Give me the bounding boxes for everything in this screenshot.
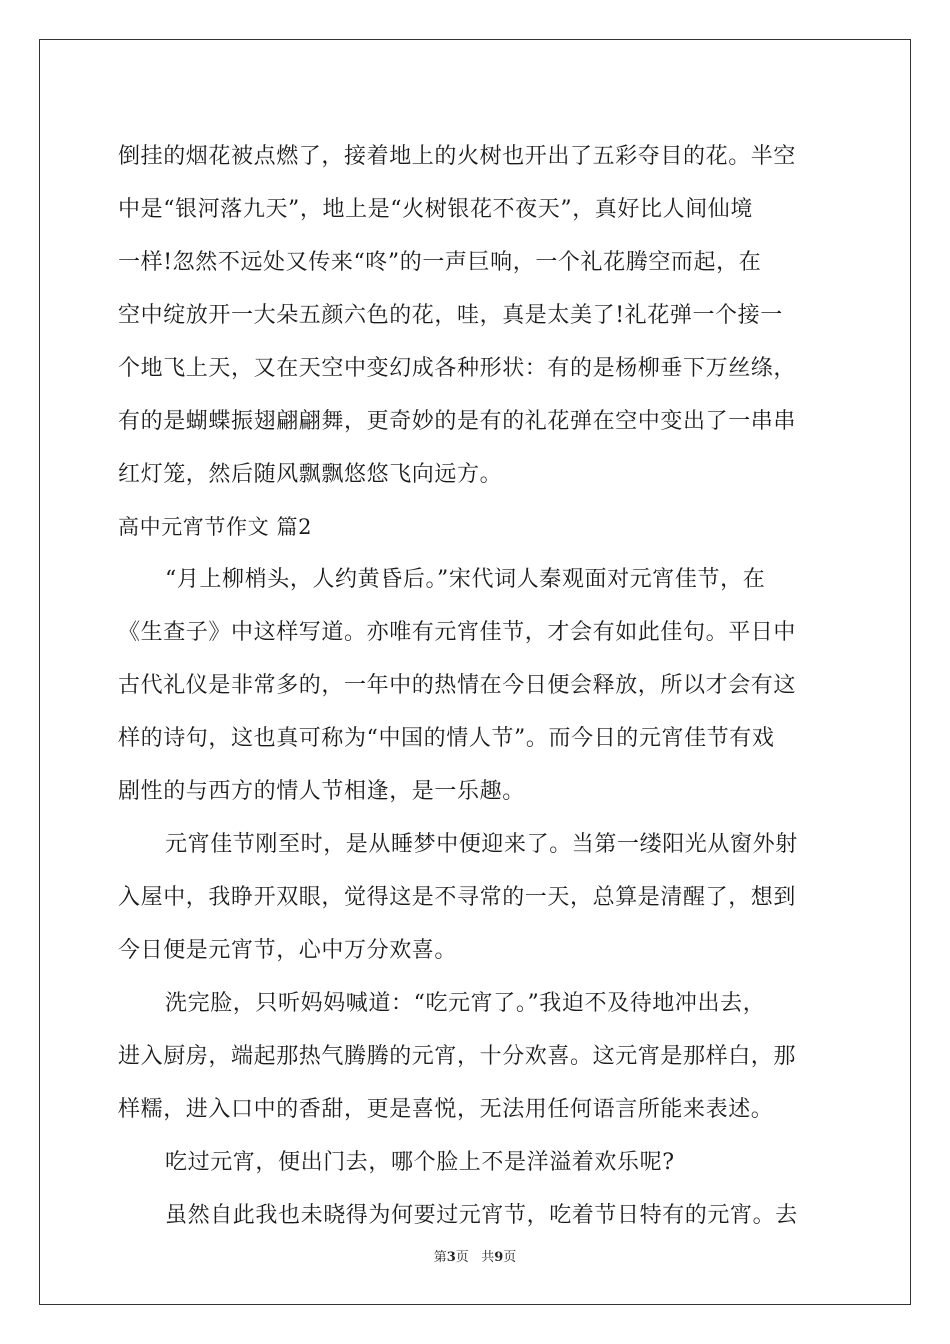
text-line: 一样!忽然不远处又传来“咚”的一声巨响，一个礼花腾空而起，在 (118, 250, 762, 275)
text-line: 样的诗句，这也真可称为“中国的情人节”。而今日的元宵佳节有戏 (118, 726, 775, 751)
footer-total-suffix: 页 (503, 1250, 517, 1265)
text-line: 有的是蝴蝶振翅翩翩舞，更奇妙的是有的礼花弹在空中变出了一串串 (118, 409, 797, 434)
text-line: 样糯，进入口中的香甜，更是喜悦，无法用任何语言所能来表述。 (118, 1097, 774, 1122)
text-line: 空中绽放开一大朵五颜六色的花，哇，真是太美了!礼花弹一个接一 (118, 303, 783, 328)
text-line: 个地飞上天，又在天空中变幻成各种形状：有的是杨柳垂下万丝绦， (118, 356, 797, 381)
footer-page-suffix: 页 (455, 1250, 469, 1265)
text-line: 元宵佳节刚至时，是从睡梦中便迎来了。当第一缕阳光从窗外射 (165, 832, 798, 857)
footer-total-number: 9 (494, 1250, 504, 1265)
text-line: 中是“银河落九天”，地上是“火树银花不夜天”，真好比人间仙境 (118, 197, 753, 222)
document-body (118, 130, 834, 1242)
text-line: 虽然自此我也未晓得为何要过元宵节，吃着节日特有的元宵。去 (165, 1203, 798, 1228)
text-line: 倒挂的烟花被点燃了，接着地上的火树也开出了五彩夺目的花。半空 (118, 144, 797, 169)
footer-page-number: 3 (446, 1250, 456, 1265)
section-heading: 高中元宵节作文 篇2 (118, 515, 313, 539)
text-line: 红灯笼，然后随风飘飘悠悠飞向远方。 (118, 462, 503, 487)
footer-page-prefix: 第 (433, 1250, 447, 1265)
text-line: 吃过元宵，便出门去，哪个脸上不是洋溢着欢乐呢? (165, 1150, 675, 1175)
text-line: 剧性的与西方的情人节相逢，是一乐趣。 (118, 779, 525, 804)
text-line: 进入厨房，端起那热气腾腾的元宵，十分欢喜。这元宵是那样白，那 (118, 1044, 797, 1069)
text-line: 《生查子》中这样写道。亦唯有元宵佳节，才会有如此佳句。平日中 (118, 620, 797, 645)
text-line: 今日便是元宵节，心中万分欢喜。 (118, 938, 458, 963)
text-line: “月上柳梢头，人约黄昏后。”宋代词人秦观面对元宵佳节，在 (165, 567, 766, 592)
text-line: 入屋中，我睁开双眼，觉得这是不寻常的一天，总算是清醒了，想到 (118, 885, 797, 910)
page-footer (0, 1246, 950, 1265)
footer-total-prefix: 共 (481, 1250, 495, 1265)
text-line: 古代礼仪是非常多的，一年中的热情在今日便会释放，所以才会有这 (118, 673, 797, 698)
text-line: 洗完脸，只听妈妈喊道：“吃元宵了。”我迫不及待地冲出去， (165, 991, 766, 1016)
